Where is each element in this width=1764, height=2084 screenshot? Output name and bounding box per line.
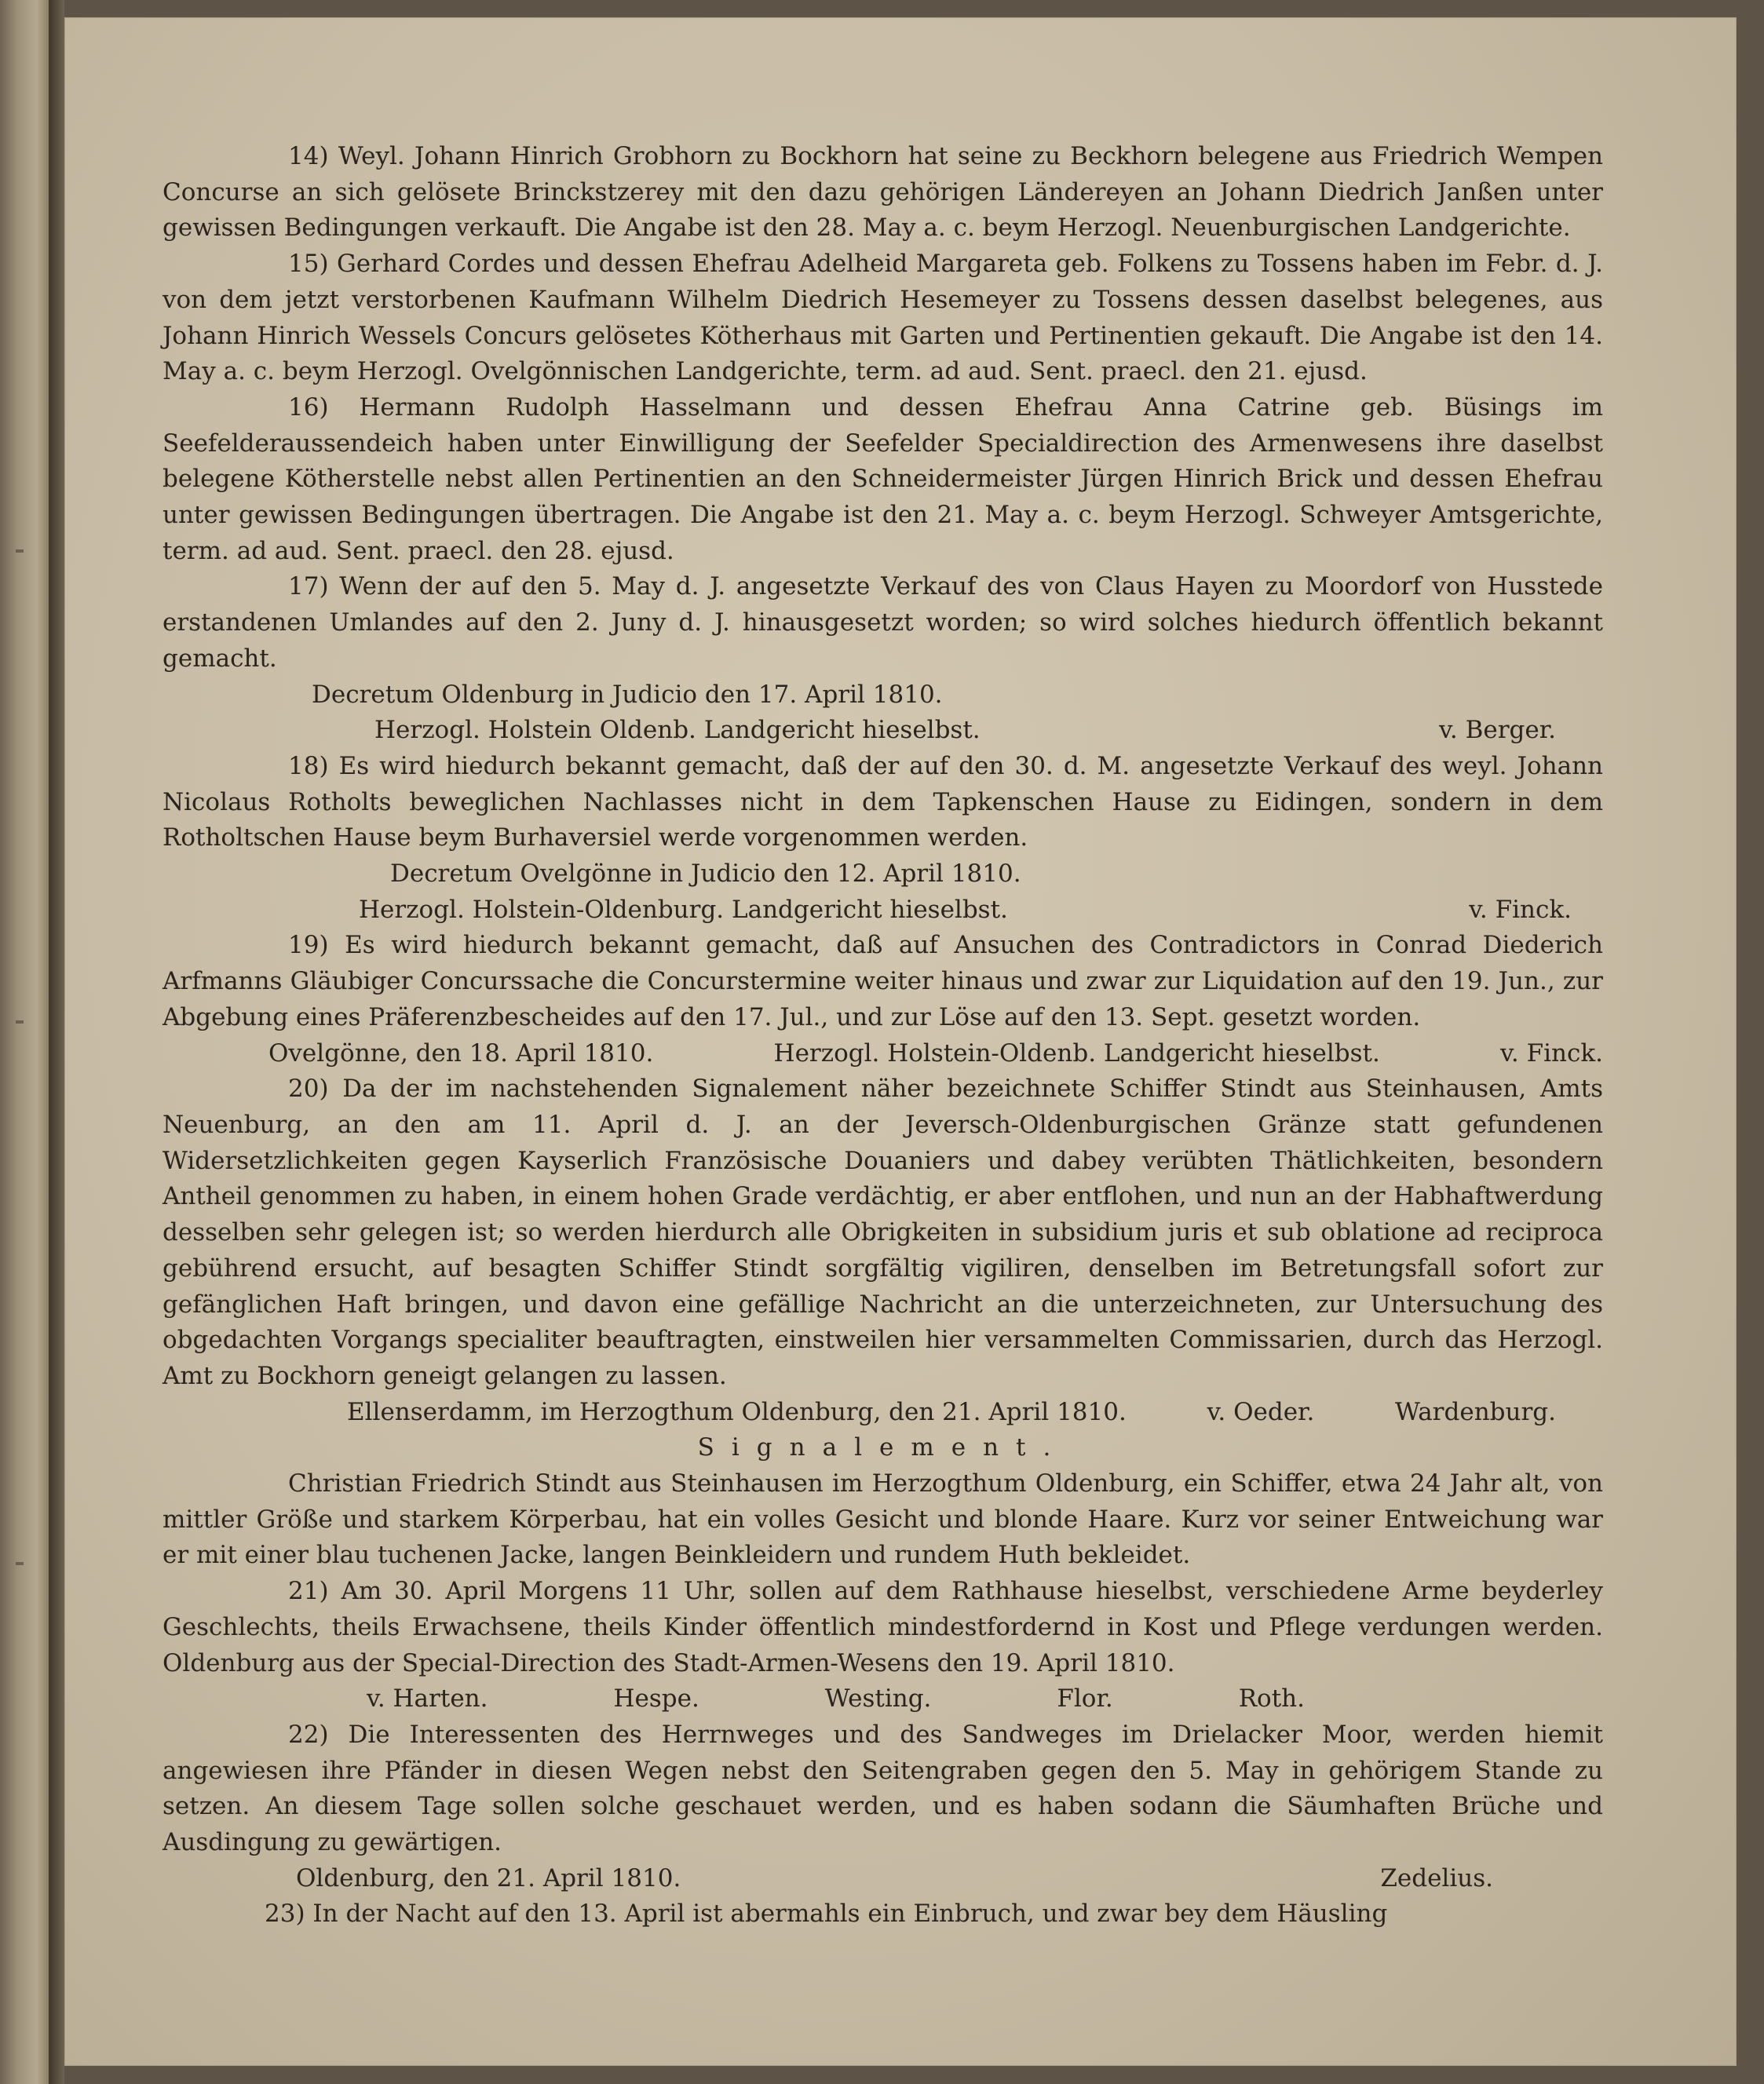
- notice-21-signer: Hespe.: [613, 1684, 699, 1714]
- notice-19-court: Herzogl. Holstein-Oldenb. Landgericht hieselbst.: [773, 1038, 1380, 1068]
- notice-21-signer: Roth.: [1238, 1684, 1305, 1714]
- notice-20-place: Ellenserdamm, im Herzogthum Oldenburg, den 21. April 1810.: [347, 1397, 1127, 1426]
- notice-14: 14) Weyl. Johann Hinrich Grobhorn zu Bockhorn hat seine zu Beckhorn belegene aus Friedrich Wempen Concurse an sich gelösete Brinckstzerey mit den dazu gehörigen Ländereyen an Johann Diedrich Janßen unter gewissen Bedingungen verkauft. Die Angabe ist den 28. May a. c. beym Herzogl. Neuenburgischen Landgerichte.: [163, 142, 1603, 243]
- notice-17-court: Herzogl. Holstein Oldenb. Landgericht hieselbst.: [374, 716, 981, 745]
- page-edge-mark: [16, 1020, 24, 1024]
- signalement-heading: Signalement.: [697, 1433, 1068, 1462]
- notice-20-signature-row: [163, 1395, 1603, 1431]
- notice-19-signer: v. Finck.: [1500, 1038, 1603, 1068]
- notice-20-signer-wardenburg: Wardenburg.: [1395, 1397, 1556, 1426]
- notice-21-signer: Flor.: [1057, 1684, 1113, 1714]
- document-page: [64, 17, 1737, 2066]
- notice-17-decretum: Decretum Oldenburg in Judicio den 17. April 1810.: [312, 680, 943, 709]
- notice-20: 20) Da der im nachstehenden Signalement näher bezeichnete Schiffer Stindt aus Steinhausen, Amts Neuenburg, an den am 11. April d. J. an der Jeversch-Oldenburgischen Gränze statt gefundenen Widersetzlichkeiten gegen Kayserlich Französische Douaniers und dabey verübten Thätlichkeiten, besondern Antheil genommen zu haben, in einem hohen Grade verdächtig, er aber entflohen, und nun an der Habhaftwerdung desselben sehr gelegen ist; so werden hierdurch alle Obrigkeiten in subsidium juris et sub oblatione ad reciproca gebührend ersucht, auf besagten Schiffer Stindt sorgfältig vigiliren, denselben im Betretungsfall sofort zur gefänglichen Haft bringen, und davon eine gefällige Nachricht an die unterzeichneten, zur Untersuchung des obgedachten Vorgangs specialiter beauftragten, einstweilen hier versammelten Commissarien, durch das Herzogl. Amt zu Bockhorn geneigt gelangen zu lassen.: [163, 1075, 1603, 1390]
- notice-19: 19) Es wird hiedurch bekannt gemacht, daß auf Ansuchen des Contradictors in Conrad Diederich Arfmanns Gläubiger Concurssache die Concurstermine weiter hinaus und zwar zur Liquidation auf den 19. Jun., zur Abgebung eines Präferenzbescheides auf den 17. Jul., und zur Löse auf den 13. Sept. gesetzt worden.: [163, 931, 1603, 1031]
- notice-23: 23) In der Nacht auf den 13. April ist abermahls ein Einbruch, und zwar bey dem Häusling: [265, 1900, 1388, 1929]
- signalement-description: Christian Friedrich Stindt aus Steinhausen im Herzogthum Oldenburg, ein Schiffer, etwa 24 Jahr alt, von mittler Größe und starkem Körperbau, hat ein volles Gesicht und blonde Haare. Kurz vor seiner Entweichung war er mit einer blau tuchenen Jacke, langen Beinkleidern und rundem Huth bekleidet.: [163, 1469, 1603, 1570]
- notice-21-signer: Westing.: [824, 1684, 932, 1714]
- notice-21-signers: [163, 1681, 1603, 1717]
- page-text: [163, 139, 1603, 1933]
- notice-21: 21) Am 30. April Morgens 11 Uhr, sollen auf dem Rathhause hieselbst, verschiedene Arme beyderley Geschlechts, theils Erwachsene, theils Kinder öffentlich mindestfordernd in Kost und Pflege verdungen werden. Oldenburg aus der Special-Direction des Stadt-Armen-Wesens den 19. April 1810.: [163, 1577, 1603, 1677]
- notice-22-signature-row: [163, 1861, 1603, 1897]
- notice-18-decretum: Decretum Ovelgönne in Judicio den 12. April 1810.: [390, 860, 1021, 889]
- notice-18-signer: v. Finck.: [1469, 895, 1572, 924]
- notice-22: 22) Die Interessenten des Herrnweges und des Sandweges im Drielacker Moor, werden hiemit angewiesen ihre Pfänder in diesen Wegen nebst den Seitengraben gegen den 5. May in gehörigem Stande zu setzen. An diesem Tage sollen solche geschauet werden, und es haben sodann die Säumhaften Brüche und Ausdingung zu gewärtigen.: [163, 1720, 1603, 1857]
- page-edge-mark: [16, 549, 24, 553]
- facing-page-edge: [0, 0, 49, 2084]
- notice-17-signature-row: [163, 713, 1603, 749]
- notice-22-place: Oldenburg, den 21. April 1810.: [296, 1863, 681, 1892]
- page-edge-mark: [16, 1562, 24, 1565]
- notice-18-signature-row: [163, 892, 1603, 929]
- notice-15: 15) Gerhard Cordes und dessen Ehefrau Adelheid Margareta geb. Folkens zu Tossens haben im Febr. d. J. von dem jetzt verstorbenen Kaufmann Wilhelm Diedrich Hesemeyer zu Tossens dessen daselbst belegenes, aus Johann Hinrich Wessels Concurs gelösetes Kötherhaus mit Garten und Pertinentien gekauft. Die Angabe ist den 14. May a. c. beym Herzogl. Ovelgönnischen Landgerichte, term. ad aud. Sent. praecl. den 21. ejusd.: [163, 250, 1603, 386]
- notice-20-signer-oeder: v. Oeder.: [1207, 1397, 1315, 1426]
- notice-17: 17) Wenn der auf den 5. May d. J. angesetzte Verkauf des von Claus Hayen zu Moordorf von Husstede erstandenen Umlandes auf den 2. Juny d. J. hinausgesetzt worden; so wird solches hiedurch öffentlich bekannt gemacht.: [163, 572, 1603, 673]
- book-gutter: [49, 0, 64, 2084]
- notice-18: 18) Es wird hiedurch bekannt gemacht, daß der auf den 30. d. M. angesetzte Verkauf des weyl. Johann Nicolaus Rotholts beweglichen Nachlasses nicht in dem Tapkenschen Hause zu Eidingen, sondern in dem Rotholtschen Hause beym Burhaversiel werde vorgenommen werden.: [163, 751, 1603, 852]
- notice-17-signer: v. Berger.: [1439, 716, 1556, 745]
- notice-16: 16) Hermann Rudolph Hasselmann und dessen Ehefrau Anna Catrine geb. Büsings im Seefelderaussendeich haben unter Einwilligung der Seefelder Specialdirection des Armenwesens ihre daselbst belegene Kötherstelle nebst allen Pertinentien an den Schneidermeister Jürgen Hinrich Brick und dessen Ehefrau unter gewissen Bedingungen übertragen. Die Angabe ist den 21. May a. c. beym Herzogl. Schweyer Amtsgerichte, term. ad aud. Sent. praecl. den 28. ejusd.: [163, 392, 1603, 565]
- notice-19-signature-row: [163, 1036, 1603, 1072]
- notice-22-signer: Zedelius.: [1380, 1863, 1493, 1892]
- notice-18-court: Herzogl. Holstein-Oldenburg. Landgericht hieselbst.: [359, 895, 1008, 924]
- notice-21-signer: v. Harten.: [366, 1684, 488, 1714]
- notice-19-place: Ovelgönne, den 18. April 1810.: [268, 1038, 654, 1068]
